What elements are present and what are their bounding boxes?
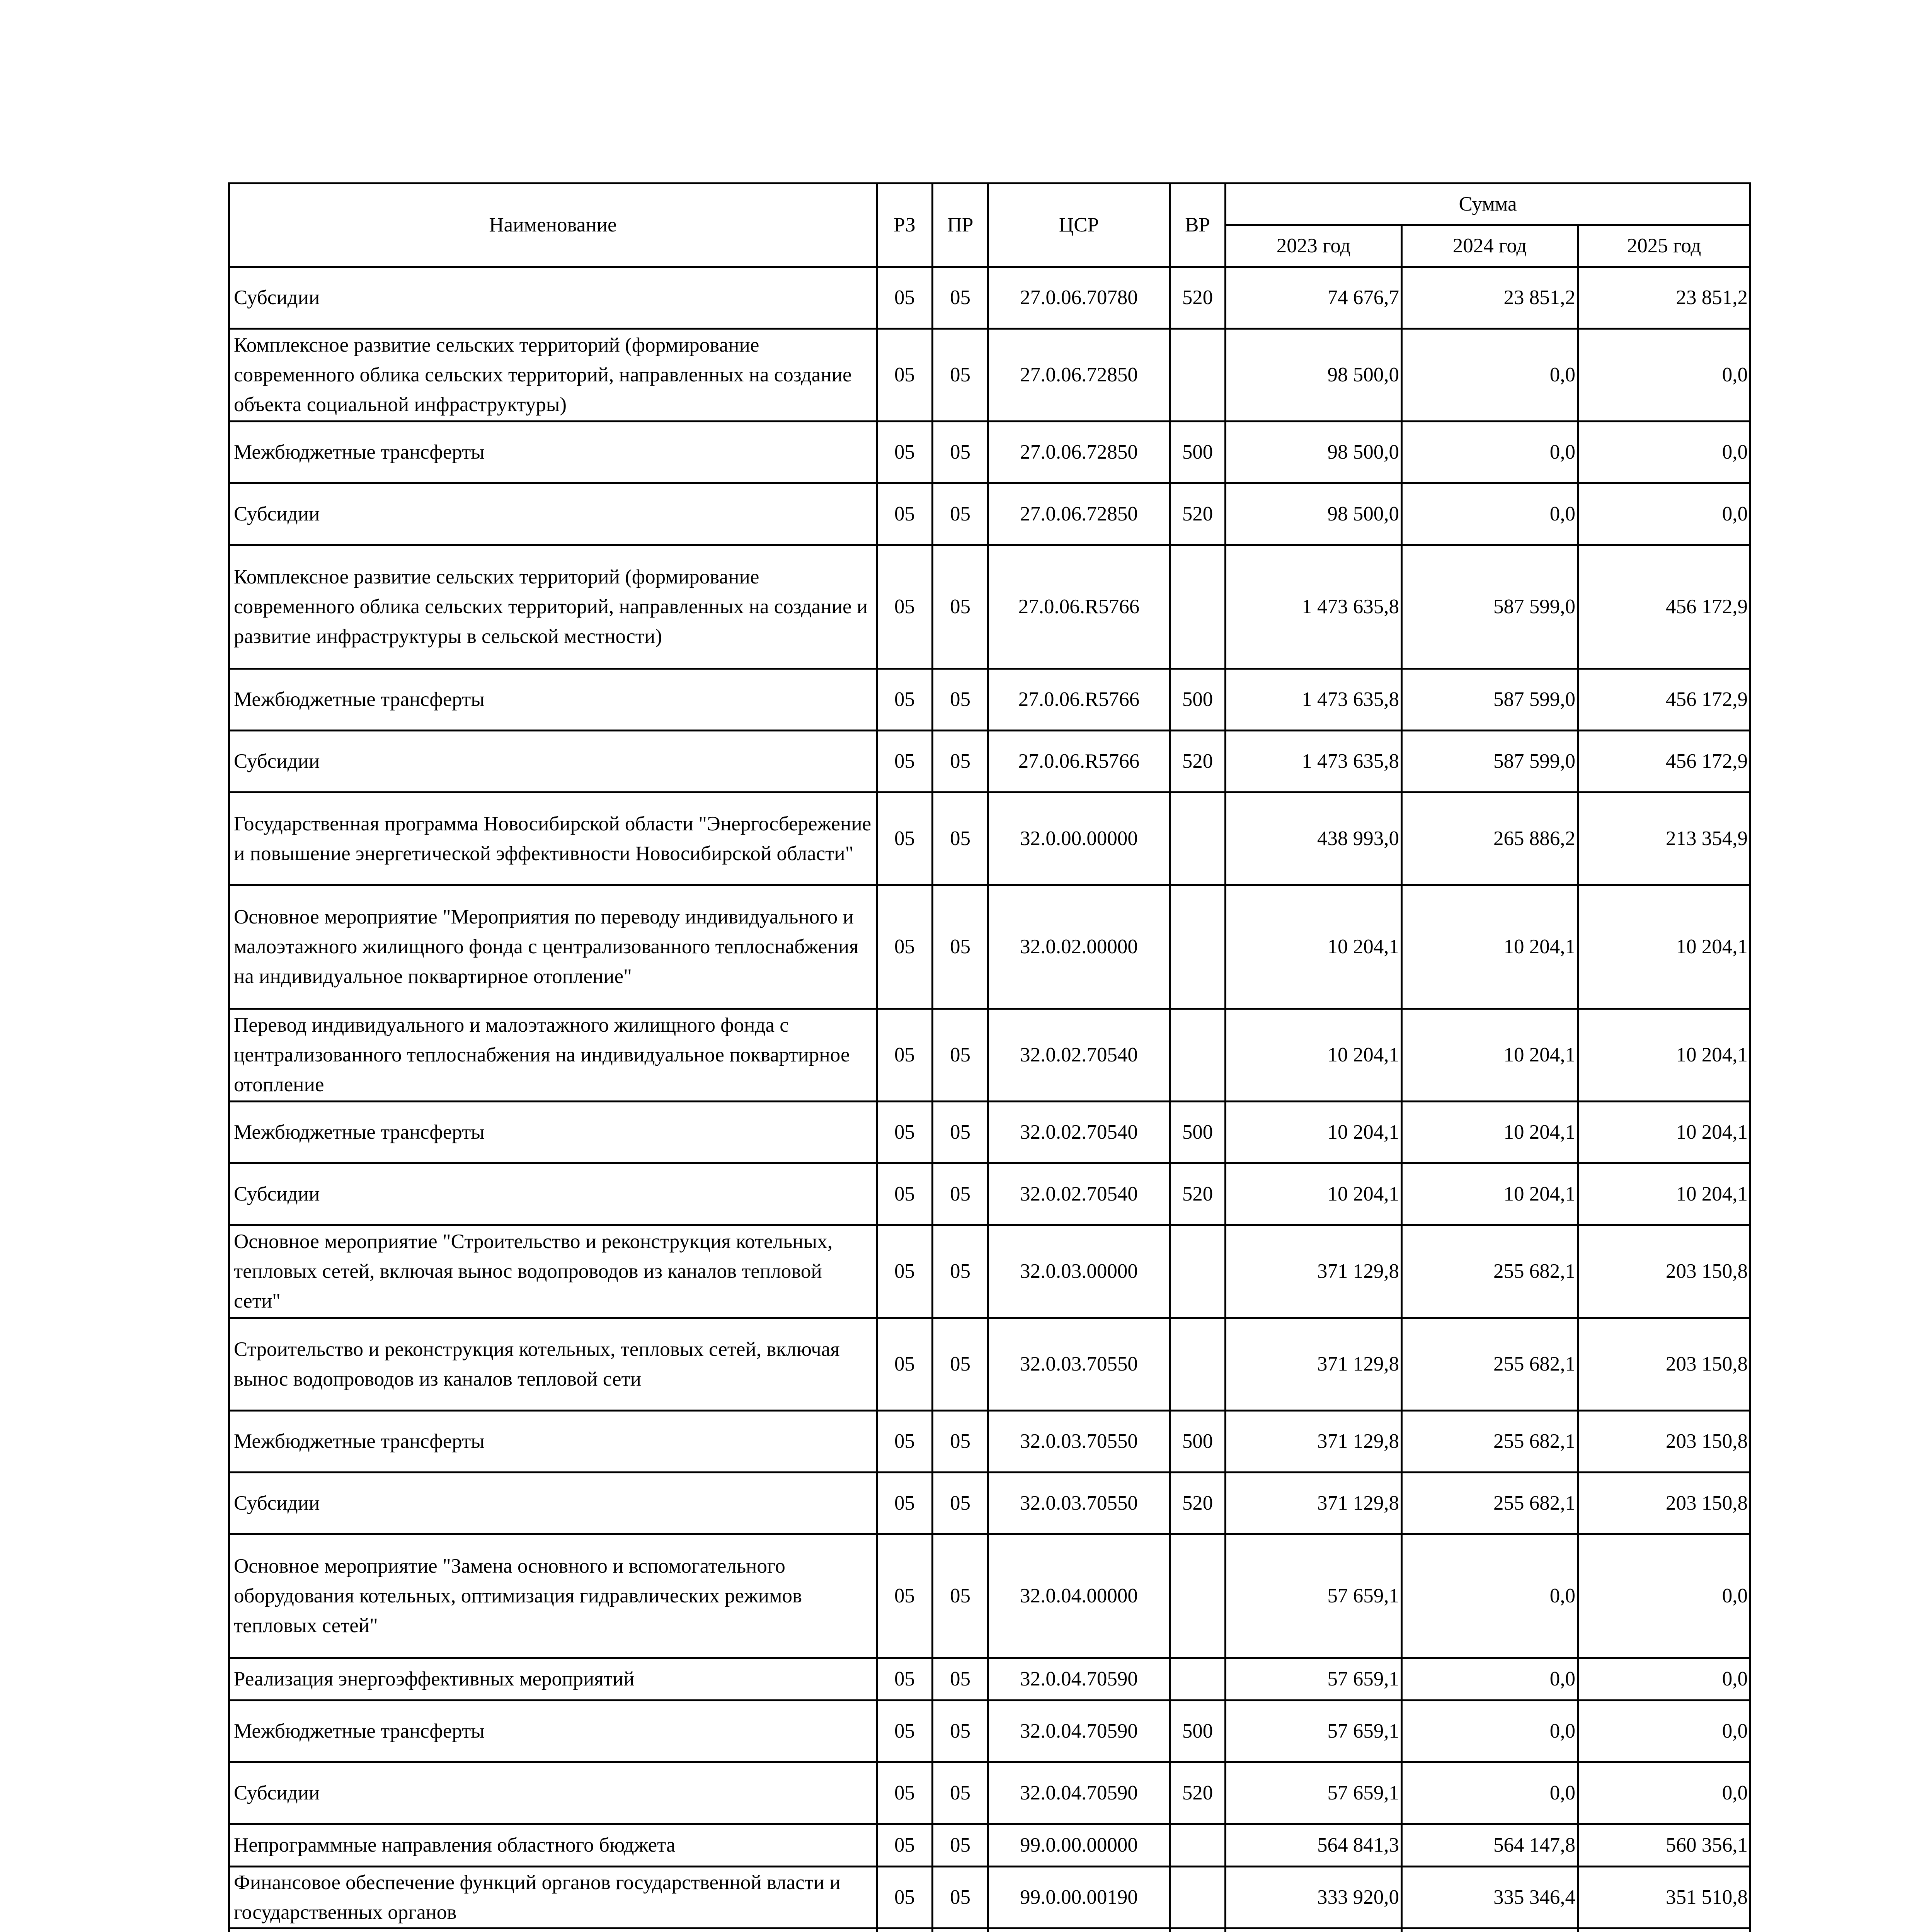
row-vr — [1170, 1318, 1226, 1411]
row-pr: 05 — [933, 545, 988, 669]
row-rz: 05 — [877, 329, 933, 422]
row-vr — [1170, 1009, 1226, 1102]
row-rz: 05 — [877, 422, 933, 483]
row-value-2025: 560 356,1 — [1578, 1824, 1750, 1867]
row-name: Основное мероприятие "Строительство и реконструкция котельных, тепловых сетей, включая вынос водопроводов из каналов тепловой сети" — [229, 1225, 877, 1318]
row-value-2025: 0,0 — [1578, 329, 1750, 422]
row-csr: 27.0.06.72850 — [988, 422, 1170, 483]
table-row — [229, 793, 1750, 885]
row-value-2023: 371 129,8 — [1226, 1473, 1402, 1534]
row-rz: 05 — [877, 1701, 933, 1762]
row-value-2023: 1 473 635,8 — [1226, 731, 1402, 793]
row-vr — [1170, 1929, 1226, 1932]
row-csr: 27.0.06.R5766 — [988, 545, 1170, 669]
row-rz: 05 — [877, 267, 933, 329]
row-vr — [1170, 1867, 1226, 1929]
row-value-2024: 587 599,0 — [1402, 731, 1578, 793]
row-csr: 32.0.03.70550 — [988, 1473, 1170, 1534]
row-value-2024: 564 147,8 — [1402, 1824, 1578, 1867]
row-rz: 05 — [877, 1318, 933, 1411]
row-rz: 05 — [877, 669, 933, 731]
table-header — [229, 184, 1750, 267]
row-value-2025: 23 851,2 — [1578, 267, 1750, 329]
row-value-2024: 255 682,1 — [1402, 1411, 1578, 1473]
row-value-2024: 255 682,1 — [1402, 1473, 1578, 1534]
row-value-2025 — [1578, 1929, 1750, 1932]
header-csr: ЦСР — [988, 184, 1170, 267]
table-row — [229, 1102, 1750, 1163]
row-name: Непрограммные направления областного бюджета — [229, 1824, 877, 1867]
row-rz: 05 — [877, 1658, 933, 1701]
row-value-2024 — [1402, 1929, 1578, 1932]
row-value-2024: 10 204,1 — [1402, 1009, 1578, 1102]
row-vr: 520 — [1170, 1163, 1226, 1225]
row-value-2023: 57 659,1 — [1226, 1534, 1402, 1658]
row-pr: 05 — [933, 1534, 988, 1658]
row-name: Межбюджетные трансферты — [229, 1411, 877, 1473]
row-pr: 05 — [933, 1824, 988, 1867]
row-value-2025: 456 172,9 — [1578, 545, 1750, 669]
header-vr: ВР — [1170, 184, 1226, 267]
row-value-2024: 255 682,1 — [1402, 1225, 1578, 1318]
row-value-2023: 371 129,8 — [1226, 1318, 1402, 1411]
row-csr: 27.0.06.R5766 — [988, 731, 1170, 793]
row-value-2025: 0,0 — [1578, 422, 1750, 483]
row-csr — [988, 1929, 1170, 1932]
row-name: Межбюджетные трансферты — [229, 1102, 877, 1163]
row-pr: 05 — [933, 1658, 988, 1701]
row-rz: 05 — [877, 1534, 933, 1658]
row-value-2025: 351 510,8 — [1578, 1867, 1750, 1929]
table-row — [229, 1318, 1750, 1411]
row-csr: 27.0.06.R5766 — [988, 669, 1170, 731]
row-name: Субсидии — [229, 731, 877, 793]
table-row — [229, 329, 1750, 422]
row-name: Субсидии — [229, 1473, 877, 1534]
row-vr — [1170, 793, 1226, 885]
row-csr: 27.0.06.72850 — [988, 483, 1170, 545]
row-csr: 32.0.04.70590 — [988, 1658, 1170, 1701]
row-value-2023: 371 129,8 — [1226, 1225, 1402, 1318]
table-row — [229, 422, 1750, 483]
row-rz: 05 — [877, 483, 933, 545]
row-rz: 05 — [877, 793, 933, 885]
row-pr: 05 — [933, 1473, 988, 1534]
table-row — [229, 545, 1750, 669]
table-row — [229, 1225, 1750, 1318]
row-csr: 32.0.02.70540 — [988, 1009, 1170, 1102]
row-value-2024: 0,0 — [1402, 1534, 1578, 1658]
row-vr: 500 — [1170, 422, 1226, 483]
table-row — [229, 885, 1750, 1009]
row-rz: 05 — [877, 885, 933, 1009]
table-row — [229, 1658, 1750, 1701]
row-value-2023: 438 993,0 — [1226, 793, 1402, 885]
row-pr: 05 — [933, 1225, 988, 1318]
row-vr: 500 — [1170, 1701, 1226, 1762]
row-value-2025: 0,0 — [1578, 1534, 1750, 1658]
row-value-2025: 203 150,8 — [1578, 1225, 1750, 1318]
row-value-2023: 57 659,1 — [1226, 1701, 1402, 1762]
row-pr: 05 — [933, 669, 988, 731]
row-rz: 05 — [877, 1824, 933, 1867]
row-value-2024: 0,0 — [1402, 1658, 1578, 1701]
table-row — [229, 1534, 1750, 1658]
row-pr: 05 — [933, 1701, 988, 1762]
row-name: Межбюджетные трансферты — [229, 422, 877, 483]
row-pr: 05 — [933, 483, 988, 545]
table-row — [229, 1163, 1750, 1225]
row-value-2025: 203 150,8 — [1578, 1411, 1750, 1473]
row-csr: 32.0.03.70550 — [988, 1318, 1170, 1411]
table-row — [229, 1867, 1750, 1929]
row-value-2025: 10 204,1 — [1578, 885, 1750, 1009]
row-vr: 500 — [1170, 1102, 1226, 1163]
row-vr: 520 — [1170, 1762, 1226, 1824]
row-value-2024: 587 599,0 — [1402, 669, 1578, 731]
row-rz: 05 — [877, 1473, 933, 1534]
row-rz: 05 — [877, 1163, 933, 1225]
row-value-2024: 10 204,1 — [1402, 1102, 1578, 1163]
row-rz: 05 — [877, 731, 933, 793]
row-value-2024: 255 682,1 — [1402, 1318, 1578, 1411]
row-value-2023: 10 204,1 — [1226, 1102, 1402, 1163]
header-year-2023: 2023 год — [1226, 225, 1402, 267]
row-csr: 32.0.04.00000 — [988, 1534, 1170, 1658]
table-row — [229, 669, 1750, 731]
row-value-2023: 74 676,7 — [1226, 267, 1402, 329]
row-value-2025: 456 172,9 — [1578, 731, 1750, 793]
row-vr — [1170, 1658, 1226, 1701]
table-row — [229, 1824, 1750, 1867]
row-name: Комплексное развитие сельских территорий (формирование современного облика сельских территорий, направленных на создание и развитие инфраструктуры в сельской местности) — [229, 545, 877, 669]
row-csr: 32.0.03.00000 — [988, 1225, 1170, 1318]
row-rz: 05 — [877, 1225, 933, 1318]
budget-table — [228, 182, 1751, 1932]
row-name: Субсидии — [229, 1163, 877, 1225]
row-value-2023: 98 500,0 — [1226, 329, 1402, 422]
row-value-2025: 0,0 — [1578, 1658, 1750, 1701]
row-csr: 32.0.02.70540 — [988, 1102, 1170, 1163]
row-rz: 05 — [877, 545, 933, 669]
header-year-2025: 2025 год — [1578, 225, 1750, 267]
row-vr — [1170, 1534, 1226, 1658]
row-value-2023: 1 473 635,8 — [1226, 669, 1402, 731]
row-name: Субсидии — [229, 1762, 877, 1824]
row-vr: 500 — [1170, 669, 1226, 731]
row-pr: 05 — [933, 1411, 988, 1473]
row-name: Строительство и реконструкция котельных, тепловых сетей, включая вынос водопроводов из каналов тепловой сети — [229, 1318, 877, 1411]
row-vr: 520 — [1170, 1473, 1226, 1534]
row-value-2024: 23 851,2 — [1402, 267, 1578, 329]
row-name: Субсидии — [229, 483, 877, 545]
row-pr: 05 — [933, 422, 988, 483]
row-value-2023: 1 473 635,8 — [1226, 545, 1402, 669]
row-csr: 27.0.06.72850 — [988, 329, 1170, 422]
row-value-2024: 0,0 — [1402, 483, 1578, 545]
row-value-2025: 213 354,9 — [1578, 793, 1750, 885]
row-value-2025: 10 204,1 — [1578, 1163, 1750, 1225]
row-name: Основное мероприятие "Мероприятия по переводу индивидуального и малоэтажного жилищного фонда с централизованного теплоснабжения на индивидуальное поквартирное отопление" — [229, 885, 877, 1009]
row-value-2025: 0,0 — [1578, 1701, 1750, 1762]
row-rz: 05 — [877, 1102, 933, 1163]
row-pr: 05 — [933, 1762, 988, 1824]
row-value-2024: 265 886,2 — [1402, 793, 1578, 885]
table-row — [229, 1929, 1750, 1932]
row-value-2023 — [1226, 1929, 1402, 1932]
row-value-2023: 10 204,1 — [1226, 1163, 1402, 1225]
row-value-2024: 10 204,1 — [1402, 1163, 1578, 1225]
row-pr: 05 — [933, 1102, 988, 1163]
row-value-2024: 10 204,1 — [1402, 885, 1578, 1009]
table-row — [229, 1009, 1750, 1102]
table-row — [229, 1411, 1750, 1473]
row-value-2025: 0,0 — [1578, 483, 1750, 545]
row-name: Межбюджетные трансферты — [229, 669, 877, 731]
row-pr: 05 — [933, 1163, 988, 1225]
row-pr: 05 — [933, 1009, 988, 1102]
row-pr: 05 — [933, 885, 988, 1009]
row-value-2024: 587 599,0 — [1402, 545, 1578, 669]
row-value-2025: 456 172,9 — [1578, 669, 1750, 731]
row-value-2025: 10 204,1 — [1578, 1102, 1750, 1163]
table-row — [229, 1762, 1750, 1824]
table-row — [229, 1473, 1750, 1534]
row-value-2024: 0,0 — [1402, 422, 1578, 483]
table-row — [229, 483, 1750, 545]
row-value-2023: 333 920,0 — [1226, 1867, 1402, 1929]
row-value-2023: 98 500,0 — [1226, 483, 1402, 545]
row-rz: 05 — [877, 1009, 933, 1102]
header-rz: РЗ — [877, 184, 933, 267]
row-value-2024: 0,0 — [1402, 1701, 1578, 1762]
row-csr: 32.0.00.00000 — [988, 793, 1170, 885]
row-csr: 32.0.04.70590 — [988, 1762, 1170, 1824]
header-name: Наименование — [229, 184, 877, 267]
row-name: Субсидии — [229, 267, 877, 329]
row-name: Перевод индивидуального и малоэтажного жилищного фонда с централизованного теплоснабжения на индивидуальное поквартирное отопление — [229, 1009, 877, 1102]
row-pr — [933, 1929, 988, 1932]
row-value-2023: 10 204,1 — [1226, 885, 1402, 1009]
row-pr: 05 — [933, 731, 988, 793]
row-rz — [877, 1929, 933, 1932]
row-value-2023: 57 659,1 — [1226, 1762, 1402, 1824]
row-value-2023: 98 500,0 — [1226, 422, 1402, 483]
table-body — [229, 267, 1750, 1932]
header-pr: ПР — [933, 184, 988, 267]
row-rz: 05 — [877, 1762, 933, 1824]
table-row — [229, 731, 1750, 793]
row-value-2025: 203 150,8 — [1578, 1473, 1750, 1534]
row-csr: 99.0.00.00190 — [988, 1867, 1170, 1929]
row-pr: 05 — [933, 329, 988, 422]
row-vr — [1170, 1824, 1226, 1867]
row-value-2025: 203 150,8 — [1578, 1318, 1750, 1411]
row-value-2023: 564 841,3 — [1226, 1824, 1402, 1867]
row-csr: 32.0.02.00000 — [988, 885, 1170, 1009]
row-name: Межбюджетные трансферты — [229, 1701, 877, 1762]
row-pr: 05 — [933, 793, 988, 885]
row-pr: 05 — [933, 1867, 988, 1929]
row-csr: 32.0.02.70540 — [988, 1163, 1170, 1225]
row-name: Реализация энергоэффективных мероприятий — [229, 1658, 877, 1701]
row-name: Основное мероприятие "Замена основного и вспомогательного оборудования котельных, оптимизация гидравлических режимов тепловых сетей" — [229, 1534, 877, 1658]
row-value-2025: 0,0 — [1578, 1762, 1750, 1824]
row-value-2024: 0,0 — [1402, 329, 1578, 422]
row-value-2023: 10 204,1 — [1226, 1009, 1402, 1102]
row-vr — [1170, 329, 1226, 422]
row-pr: 05 — [933, 1318, 988, 1411]
row-value-2023: 57 659,1 — [1226, 1658, 1402, 1701]
row-vr — [1170, 885, 1226, 1009]
row-vr: 500 — [1170, 1411, 1226, 1473]
row-csr: 27.0.06.70780 — [988, 267, 1170, 329]
table-row — [229, 1701, 1750, 1762]
row-vr: 520 — [1170, 731, 1226, 793]
row-value-2023: 371 129,8 — [1226, 1411, 1402, 1473]
row-csr: 32.0.04.70590 — [988, 1701, 1170, 1762]
row-pr: 05 — [933, 267, 988, 329]
row-vr — [1170, 545, 1226, 669]
row-rz: 05 — [877, 1867, 933, 1929]
row-rz: 05 — [877, 1411, 933, 1473]
row-name: Финансовое обеспечение функций органов государственной власти и государственных органов — [229, 1867, 877, 1929]
row-vr — [1170, 1225, 1226, 1318]
table-row — [229, 267, 1750, 329]
row-csr: 32.0.03.70550 — [988, 1411, 1170, 1473]
row-value-2025: 10 204,1 — [1578, 1009, 1750, 1102]
header-year-2024: 2024 год — [1402, 225, 1578, 267]
row-name: Государственная программа Новосибирской области "Энергосбережение и повышение энергетической эффективности Новосибирской области" — [229, 793, 877, 885]
row-name: Комплексное развитие сельских территорий (формирование современного облика сельских территорий, направленных на создание объекта социальной инфраструктуры) — [229, 329, 877, 422]
row-vr: 520 — [1170, 267, 1226, 329]
header-sum: Сумма — [1226, 184, 1750, 225]
row-name — [229, 1929, 877, 1932]
row-value-2024: 0,0 — [1402, 1762, 1578, 1824]
row-csr: 99.0.00.00000 — [988, 1824, 1170, 1867]
row-value-2024: 335 346,4 — [1402, 1867, 1578, 1929]
row-vr: 520 — [1170, 483, 1226, 545]
